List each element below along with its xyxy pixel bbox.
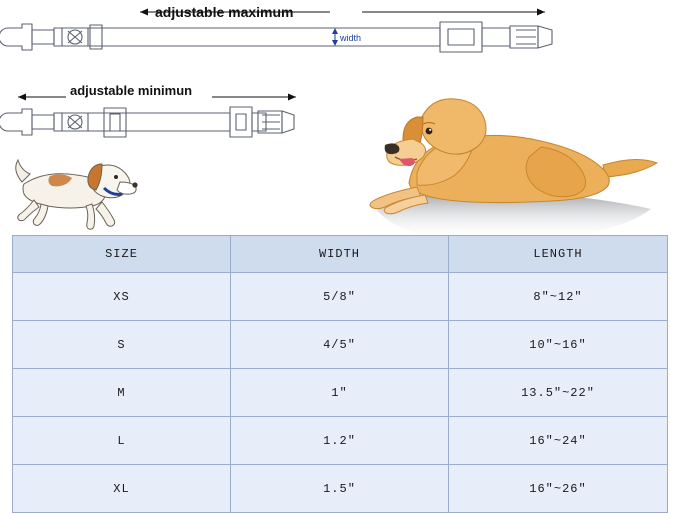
cell-size: XL — [13, 465, 231, 513]
column-header-length: LENGTH — [449, 236, 668, 273]
cell-length: 8"~12" — [449, 273, 668, 321]
label-adjustable-minimum: adjustable minimun — [70, 83, 193, 98]
small-dog-illustration — [8, 152, 138, 237]
cell-length: 10"~16" — [449, 321, 668, 369]
column-header-size: SIZE — [13, 236, 231, 273]
label-width: width — [340, 33, 362, 43]
cell-length: 16"~26" — [449, 465, 668, 513]
column-header-width: WIDTH — [231, 236, 449, 273]
table-row — [13, 465, 668, 513]
cell-size: XS — [13, 273, 231, 321]
large-dog-svg — [355, 95, 665, 245]
cell-width: 1.5" — [231, 465, 449, 513]
table-row — [13, 369, 668, 417]
table-row — [13, 417, 668, 465]
table-row — [13, 321, 668, 369]
cell-width: 5/8" — [231, 273, 449, 321]
cell-size: S — [13, 321, 231, 369]
cell-size: L — [13, 417, 231, 465]
label-adjustable-maximum: adjustable maximum — [155, 4, 294, 20]
cell-size: M — [13, 369, 231, 417]
table-row — [13, 273, 668, 321]
size-table — [12, 235, 668, 513]
small-dog-svg — [8, 152, 138, 237]
size-table-container — [12, 235, 667, 513]
cell-length: 16"~24" — [449, 417, 668, 465]
cell-width: 1" — [231, 369, 449, 417]
large-dog-illustration — [355, 95, 665, 245]
cell-width: 1.2" — [231, 417, 449, 465]
cell-width: 4/5" — [231, 321, 449, 369]
cell-length: 13.5"~22" — [449, 369, 668, 417]
table-header-row — [13, 236, 668, 273]
